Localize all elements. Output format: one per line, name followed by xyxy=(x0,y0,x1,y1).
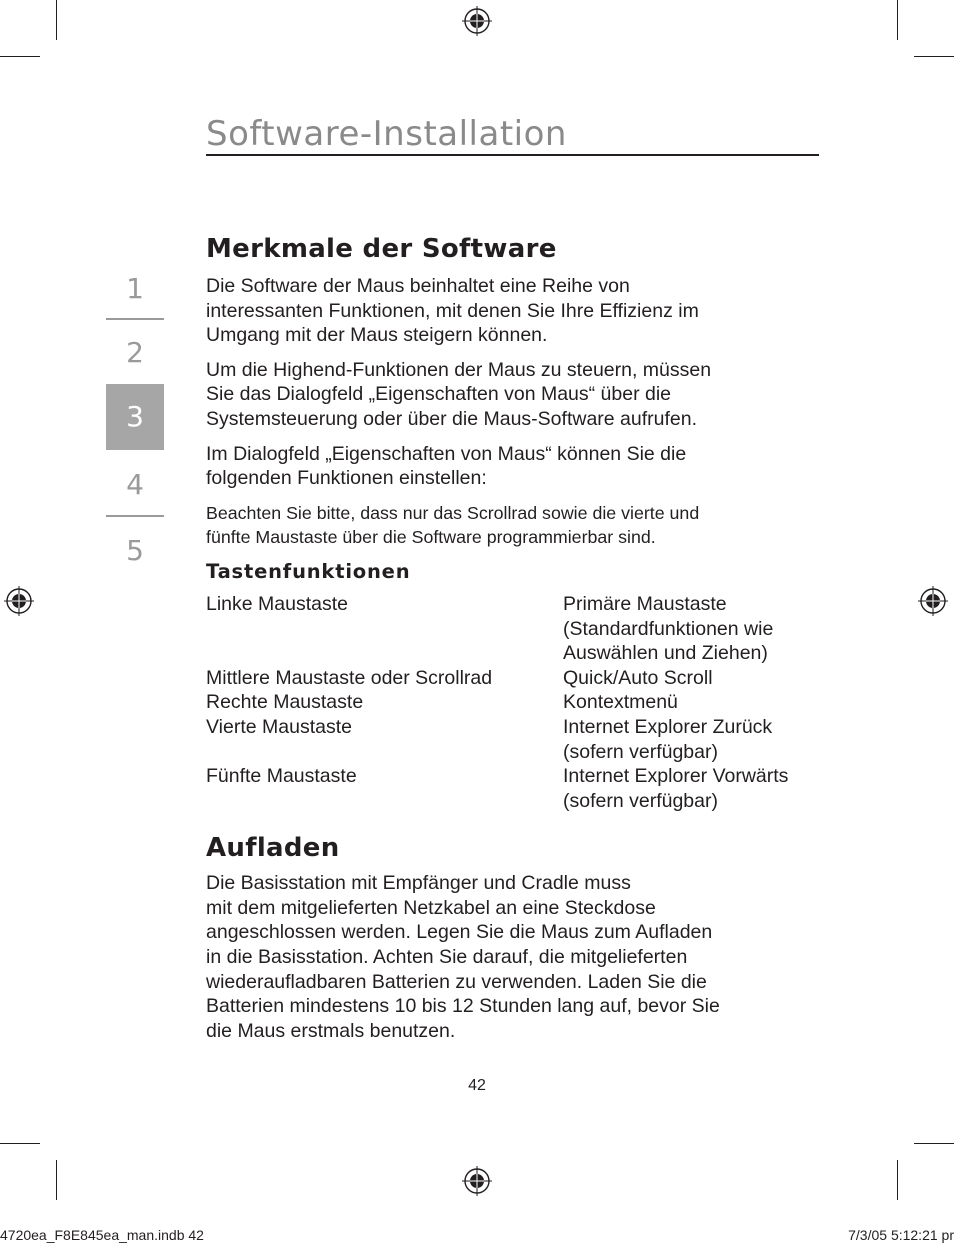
text-line: (sofern verfügbar) xyxy=(563,789,718,812)
crop-mark xyxy=(56,1160,57,1200)
text-line: Batterien mindestens 10 bis 12 Stunden lang auf, bevor Sie xyxy=(206,995,720,1018)
paragraph-charging xyxy=(206,871,826,1043)
button-name: Linke Maustaste xyxy=(206,592,348,615)
crop-mark xyxy=(914,1143,954,1144)
button-name: Mittlere Maustaste oder Scrollrad xyxy=(206,666,493,689)
text-line: folgenden Funktionen einstellen: xyxy=(206,467,487,490)
text-line: Auswählen und Ziehen) xyxy=(563,642,768,665)
page-title-text: Software-Installation xyxy=(206,114,567,154)
text-line: Internet Explorer Zurück xyxy=(563,715,773,738)
page-title xyxy=(206,112,819,156)
text-line: Beachten Sie bitte, dass nur das Scrollrad sowie die vierte und xyxy=(206,502,700,523)
page-number: 42 xyxy=(468,1077,486,1094)
section-heading-software-features: Merkmale der Software xyxy=(206,234,557,264)
text-line: mit dem mitgelieferten Netzkabel an eine Steckdose xyxy=(206,896,656,919)
main-content xyxy=(206,228,826,1043)
chapter-tab-2[interactable]: 2 xyxy=(126,336,144,369)
table-row xyxy=(206,690,788,715)
button-name: Vierte Maustaste xyxy=(206,715,352,738)
paragraph-intro xyxy=(206,274,826,348)
text-line: Sie das Dialogfeld „Eigenschaften von Maus“ über die xyxy=(206,383,672,406)
registration-mark-icon xyxy=(918,586,948,616)
crop-mark xyxy=(897,1160,898,1200)
print-slug-timestamp: 7/3/05 5:12:21 pr xyxy=(848,1227,954,1243)
chapter-tab-1[interactable]: 1 xyxy=(126,272,144,305)
text-line: Umgang mit der Maus steigern können. xyxy=(206,324,548,347)
text-line: Internet Explorer Vorwärts xyxy=(563,765,789,788)
text-line: (sofern verfügbar) xyxy=(563,740,718,763)
text-line: Primäre Maustaste xyxy=(563,592,727,615)
crop-mark xyxy=(0,56,40,57)
button-function xyxy=(563,715,788,764)
chapter-tab-3-active[interactable]: 3 xyxy=(106,384,164,450)
text-line: Um die Highend-Funktionen der Maus zu steuern, müssen xyxy=(206,358,712,381)
note-text xyxy=(206,501,826,550)
table-row xyxy=(206,764,788,813)
crop-mark xyxy=(897,0,898,40)
text-line: (Standardfunktionen wie xyxy=(563,617,774,640)
crop-mark xyxy=(56,0,57,40)
text-line: Die Software der Maus beinhaltet eine Reihe von xyxy=(206,275,630,297)
registration-mark-icon xyxy=(4,586,34,616)
text-line: angeschlossen werden. Legen Sie die Maus zum Aufladen xyxy=(206,921,713,944)
text-line: wiederaufladbaren Batterien zu verwenden. Laden Sie die xyxy=(206,970,707,993)
print-slug-filename: 4720ea_F8E845ea_man.indb 42 xyxy=(0,1227,204,1243)
paragraph-dialog xyxy=(206,358,826,432)
button-function xyxy=(563,666,788,691)
text-line: interessanten Funktionen, mit denen Sie Ihre Effizienz im xyxy=(206,299,699,322)
section-heading-charging: Aufladen xyxy=(206,833,340,864)
text-line: in die Basisstation. Achten Sie darauf, die mitgelieferten xyxy=(206,946,688,969)
crop-mark xyxy=(914,56,954,57)
chapter-tab-4[interactable]: 4 xyxy=(126,468,144,501)
text-line: Im Dialogfeld „Eigenschaften von Maus“ können Sie die xyxy=(206,442,687,465)
button-name: Fünfte Maustaste xyxy=(206,765,357,788)
crop-mark xyxy=(0,1143,40,1144)
paragraph-functions xyxy=(206,442,826,491)
chapter-divider xyxy=(106,515,164,517)
text-line: Quick/Auto Scroll xyxy=(563,666,713,689)
text-line: die Maus erstmals benutzen. xyxy=(206,1019,456,1042)
text-line: Systemsteuerung oder über die Maus-Software aufrufen. xyxy=(206,407,698,430)
text-line: fünfte Maustaste über die Software programmierbar sind. xyxy=(206,527,656,548)
chapter-tab-5[interactable]: 5 xyxy=(126,534,144,567)
text-line: Kontextmenü xyxy=(563,691,678,714)
registration-mark-icon xyxy=(462,6,492,36)
registration-mark-icon xyxy=(462,1166,492,1196)
text-line: Die Basisstation mit Empfänger und Cradle muss xyxy=(206,872,631,895)
table-row xyxy=(206,666,788,691)
subheading-button-functions: Tastenfunktionen xyxy=(206,559,411,583)
table-row xyxy=(206,592,788,666)
button-function xyxy=(563,690,788,715)
button-function-table xyxy=(206,592,788,813)
button-name: Rechte Maustaste xyxy=(206,691,364,714)
button-function xyxy=(563,764,788,813)
table-row xyxy=(206,715,788,764)
button-function xyxy=(563,592,788,666)
